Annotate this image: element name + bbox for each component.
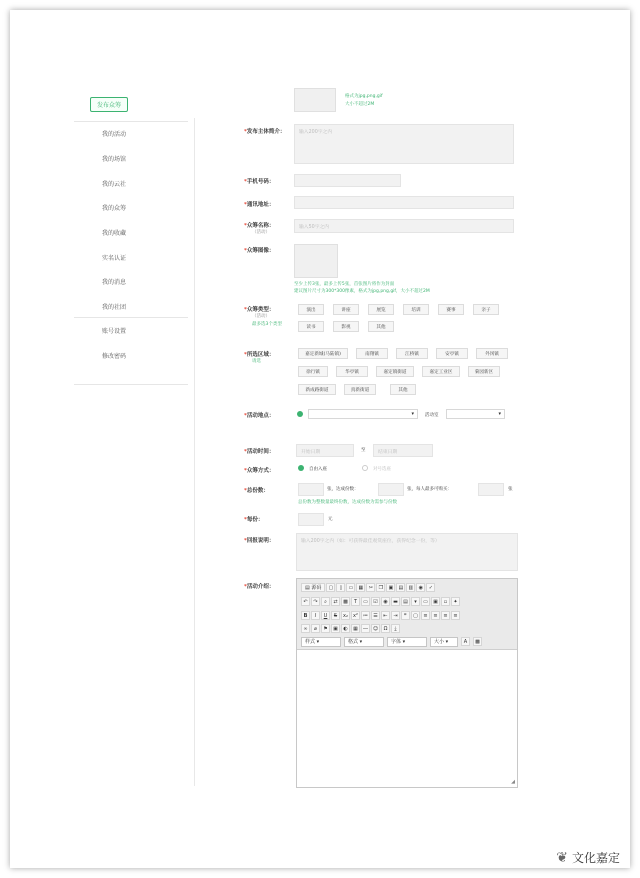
paste-icon[interactable]: ▣ bbox=[386, 583, 395, 592]
form-icon[interactable]: ▭ bbox=[361, 597, 370, 606]
sidebar-item-account-settings[interactable]: 账号设置 bbox=[102, 328, 127, 335]
time-label: *活动时间： bbox=[244, 449, 275, 455]
sidebar-item-my-venues[interactable]: 我的场馆 bbox=[102, 156, 127, 163]
blockquote-icon[interactable]: ❞ bbox=[401, 611, 410, 620]
watermark bbox=[556, 849, 620, 866]
total-count-input[interactable] bbox=[298, 483, 324, 496]
area-sub: 请选 bbox=[252, 359, 261, 364]
toolbar-row bbox=[301, 611, 460, 622]
area-option[interactable]: 南翔镇 bbox=[356, 348, 388, 359]
crowd-image-label: *众筹图像： bbox=[244, 248, 275, 254]
sidebar-divider bbox=[74, 121, 188, 122]
type-option[interactable]: 亲子 bbox=[473, 304, 499, 315]
source-button[interactable] bbox=[301, 583, 325, 592]
method-assigned-seat-radio[interactable] bbox=[362, 465, 368, 471]
style-dropdown-label: 样式 bbox=[305, 639, 316, 645]
type-option[interactable]: 培训 bbox=[403, 304, 429, 315]
publish-crowdfunding-button[interactable]: 发布众筹 bbox=[90, 97, 128, 112]
crowd-image-hint-1: 至少上传3张，最多上传5张，首张图片将作为封面 bbox=[294, 282, 395, 287]
venue-hall-select[interactable]: ▾ bbox=[446, 409, 505, 419]
phone-label: *手机号码： bbox=[244, 179, 275, 185]
format-dropdown-label: 格式 bbox=[348, 639, 359, 645]
cover-hint-format: 格式为jpg,png,gif bbox=[345, 94, 383, 99]
area-option[interactable]: 外冈镇 bbox=[476, 348, 508, 359]
area-option[interactable]: 嘉定工业区 bbox=[422, 366, 460, 377]
venue-label: *活动地点： bbox=[244, 413, 275, 419]
per-person-unit: 张 bbox=[508, 487, 513, 492]
style-dropdown[interactable]: 样式 ▾ bbox=[301, 637, 341, 647]
rich-text-editor[interactable] bbox=[296, 578, 518, 788]
align-left-icon[interactable]: ≡ bbox=[421, 611, 430, 620]
price-label: *每份： bbox=[244, 517, 264, 523]
crowd-image-upload[interactable] bbox=[294, 244, 338, 278]
page-break-icon[interactable]: ⤓ bbox=[391, 624, 400, 633]
area-option[interactable]: 真新街道 bbox=[344, 384, 376, 395]
total-unit: 张，达成份数： bbox=[327, 487, 359, 492]
indent-icon[interactable]: ⇥ bbox=[391, 611, 400, 620]
source-label: 源码 bbox=[311, 585, 322, 591]
strike-icon[interactable]: S bbox=[331, 611, 340, 620]
paste-text-icon[interactable]: ▤ bbox=[396, 583, 405, 592]
image-button-icon[interactable]: ▣ bbox=[431, 597, 440, 606]
reach-count-input[interactable] bbox=[378, 483, 404, 496]
host-intro-label: *发布主体简介： bbox=[244, 129, 286, 135]
image-icon[interactable]: ▣ bbox=[331, 624, 340, 633]
sidebar-divider bbox=[74, 317, 188, 318]
end-date-input[interactable]: 结束日期 bbox=[373, 444, 433, 457]
textarea-icon[interactable]: ▤ bbox=[401, 597, 410, 606]
font-dropdown-label: 字体 bbox=[391, 639, 402, 645]
textfield-icon[interactable]: ▬ bbox=[391, 597, 400, 606]
save-icon[interactable]: ▢ bbox=[326, 583, 335, 592]
align-center-icon[interactable]: ≡ bbox=[431, 611, 440, 620]
sidebar-item-change-password[interactable]: 修改密码 bbox=[102, 353, 127, 360]
sidebar-item-my-activities[interactable]: 我的活动 bbox=[102, 131, 127, 138]
type-option[interactable]: 其他 bbox=[368, 321, 394, 332]
format-dropdown[interactable]: 格式 ▾ bbox=[344, 637, 384, 647]
preview-icon[interactable]: ▭ bbox=[346, 583, 355, 592]
date-separator: 至 bbox=[361, 448, 366, 453]
sidebar-divider bbox=[74, 384, 188, 385]
sidebar-item-my-clubs[interactable]: 我的云社 bbox=[102, 181, 127, 188]
sidebar-item-my-favorites[interactable]: 我的收藏 bbox=[102, 230, 127, 237]
replace-icon[interactable]: ⇄ bbox=[331, 597, 340, 606]
address-label: *通讯地址： bbox=[244, 202, 275, 208]
type-option[interactable]: 演出 bbox=[298, 304, 324, 315]
font-dropdown[interactable]: 字体 ▾ bbox=[387, 637, 427, 647]
cut-icon[interactable]: ✂ bbox=[366, 583, 375, 592]
flash-media-icon[interactable]: ◐ bbox=[341, 624, 350, 633]
reward-label: *回报说明： bbox=[244, 538, 275, 544]
spellcheck-icon[interactable]: ◉ bbox=[416, 583, 425, 592]
scayt-icon[interactable]: ✓ bbox=[426, 583, 435, 592]
link-icon[interactable]: ∞ bbox=[301, 624, 310, 633]
sidebar-item-my-societies[interactable]: 我的社团 bbox=[102, 304, 127, 311]
bulleted-list-icon[interactable]: ☰ bbox=[371, 611, 380, 620]
total-hint: 总份数为整数量最终份数，达成份数为需参与份数 bbox=[298, 500, 397, 505]
phone-input[interactable] bbox=[294, 174, 401, 187]
smiley-icon[interactable]: ☺ bbox=[372, 626, 379, 632]
toolbar-row bbox=[301, 637, 482, 648]
justify-icon[interactable]: ≡ bbox=[451, 611, 460, 620]
radio-icon[interactable]: ◉ bbox=[381, 597, 390, 606]
bg-color-icon[interactable]: ▩ bbox=[473, 637, 482, 646]
reach-unit: 张，每人最多可购买： bbox=[407, 487, 452, 492]
subscript-icon[interactable]: x₂ bbox=[341, 611, 350, 620]
content-divider bbox=[194, 118, 195, 786]
source-icon: ▤ bbox=[305, 585, 310, 591]
reward-textarea[interactable]: 输入200字之内（如：可获得最佳观赏座位，获得纪念一份，等） bbox=[296, 533, 518, 571]
wechat-icon: ❦ bbox=[556, 849, 568, 866]
cover-upload-thumb[interactable] bbox=[294, 88, 336, 112]
method-free-seat-label: 自由入座 bbox=[309, 467, 327, 472]
crowd-name-sub: （活动） bbox=[252, 230, 270, 235]
crowd-type-limit-hint: 最多选3个类型 bbox=[252, 322, 282, 327]
venue-hall-label: 活动室 bbox=[425, 413, 439, 418]
new-page-icon[interactable]: ▯ bbox=[336, 583, 345, 592]
area-label: *所选区域： bbox=[244, 352, 275, 358]
div-icon[interactable]: ▢ bbox=[411, 611, 420, 620]
superscript-icon[interactable]: x² bbox=[351, 611, 360, 620]
toolbar-row bbox=[301, 624, 400, 635]
crowd-type-sub: （活动） bbox=[252, 314, 270, 319]
hidden-field-icon[interactable]: ▫ bbox=[441, 597, 450, 606]
area-option[interactable]: 嘉定镇街道 bbox=[376, 366, 414, 377]
checkbox-icon[interactable]: ☑ bbox=[371, 597, 380, 606]
unlink-icon[interactable]: ⌀ bbox=[311, 624, 320, 633]
crowd-type-label: *众筹类型： bbox=[244, 307, 275, 313]
bold-icon[interactable]: B bbox=[301, 611, 310, 620]
table-icon[interactable]: ▦ bbox=[351, 624, 360, 633]
redo-icon[interactable]: ↷ bbox=[311, 597, 320, 606]
type-option[interactable]: 展览 bbox=[368, 304, 394, 315]
price-input[interactable] bbox=[298, 513, 324, 526]
per-person-max-input[interactable] bbox=[478, 483, 504, 496]
template-icon[interactable]: ▦ bbox=[356, 583, 365, 592]
remove-format-icon[interactable]: T bbox=[351, 597, 360, 606]
button-icon[interactable]: ▭ bbox=[421, 597, 430, 606]
outdent-icon[interactable]: ⇤ bbox=[381, 611, 390, 620]
flash-icon[interactable]: ✦ bbox=[451, 597, 460, 606]
area-option[interactable]: 华亭镇 bbox=[336, 366, 368, 377]
venue-radio[interactable] bbox=[297, 411, 303, 417]
find-icon[interactable]: ⌕ bbox=[321, 597, 330, 606]
crowd-name-input[interactable]: 输入50字之内 bbox=[294, 219, 514, 233]
area-option[interactable]: 其他 bbox=[390, 384, 416, 395]
toolbar-row bbox=[301, 597, 460, 608]
method-free-seat-radio[interactable] bbox=[298, 465, 304, 471]
select-all-icon[interactable]: ▩ bbox=[341, 597, 350, 606]
numbered-list-icon[interactable]: ≔ bbox=[363, 613, 368, 619]
address-input[interactable] bbox=[294, 196, 514, 209]
italic-icon[interactable]: I bbox=[311, 611, 320, 620]
undo-icon[interactable]: ↶ bbox=[301, 597, 310, 606]
text-color-icon[interactable]: A bbox=[461, 637, 470, 646]
cover-hint-size: 大小不超过2M bbox=[345, 102, 375, 107]
host-intro-textarea[interactable]: 输入200字之内 bbox=[294, 124, 514, 164]
sidebar-item-messages[interactable]: 我的消息 bbox=[102, 279, 127, 286]
area-option[interactable]: 徐行镇 bbox=[298, 366, 328, 377]
sidebar-item-verification[interactable]: 实名认证 bbox=[102, 255, 127, 262]
venue-select[interactable]: ▾ bbox=[308, 409, 418, 419]
special-char-icon[interactable]: Ω bbox=[381, 624, 390, 633]
type-option[interactable]: 赛事 bbox=[438, 304, 464, 315]
editor-toolbar bbox=[297, 579, 517, 650]
sidebar bbox=[76, 92, 188, 112]
paste-word-icon[interactable]: ▥ bbox=[406, 583, 415, 592]
area-option[interactable]: 安亭镇 bbox=[436, 348, 468, 359]
price-unit: 元 bbox=[328, 517, 333, 522]
watermark-text: 文化嘉定 bbox=[571, 851, 620, 865]
method-assigned-seat-label: 对号选座 bbox=[373, 467, 391, 472]
intro-label: *活动介绍： bbox=[244, 584, 275, 590]
area-option[interactable]: 菊园新区 bbox=[468, 366, 500, 377]
crowd-image-hint-2: 建议图片尺寸为300*300像素，格式为jpg,png,gif，大小不超过2M bbox=[294, 289, 430, 294]
size-dropdown[interactable]: 大小 ▾ bbox=[430, 637, 458, 647]
type-option[interactable]: 影视 bbox=[333, 321, 359, 332]
area-option[interactable]: 嘉定新城(马陆镇) bbox=[298, 348, 348, 359]
method-label: *众筹方式： bbox=[244, 468, 275, 474]
horizontal-rule-icon[interactable]: ― bbox=[363, 626, 368, 632]
underline-icon[interactable]: U bbox=[321, 611, 330, 620]
type-option[interactable]: 讲座 bbox=[333, 304, 359, 315]
area-option[interactable]: 江桥镇 bbox=[396, 348, 428, 359]
resize-handle-icon[interactable]: ◢ bbox=[511, 779, 515, 785]
copy-icon[interactable]: ❐ bbox=[376, 583, 385, 592]
total-label: *总份数： bbox=[244, 488, 269, 494]
size-dropdown-label: 大小 bbox=[434, 639, 445, 645]
crowd-name-label: *众筹名称： bbox=[244, 223, 275, 229]
anchor-icon[interactable]: ⚑ bbox=[321, 624, 330, 633]
toolbar-row bbox=[301, 583, 435, 594]
select-icon[interactable]: ▾ bbox=[411, 597, 420, 606]
area-option[interactable]: 新成路街道 bbox=[298, 384, 336, 395]
type-option[interactable]: 读书 bbox=[298, 321, 324, 332]
sidebar-item-my-crowdfunding[interactable]: 我的众筹 bbox=[102, 205, 127, 212]
align-right-icon[interactable]: ≡ bbox=[441, 611, 450, 620]
start-date-input[interactable]: 开始日期 bbox=[296, 444, 354, 457]
